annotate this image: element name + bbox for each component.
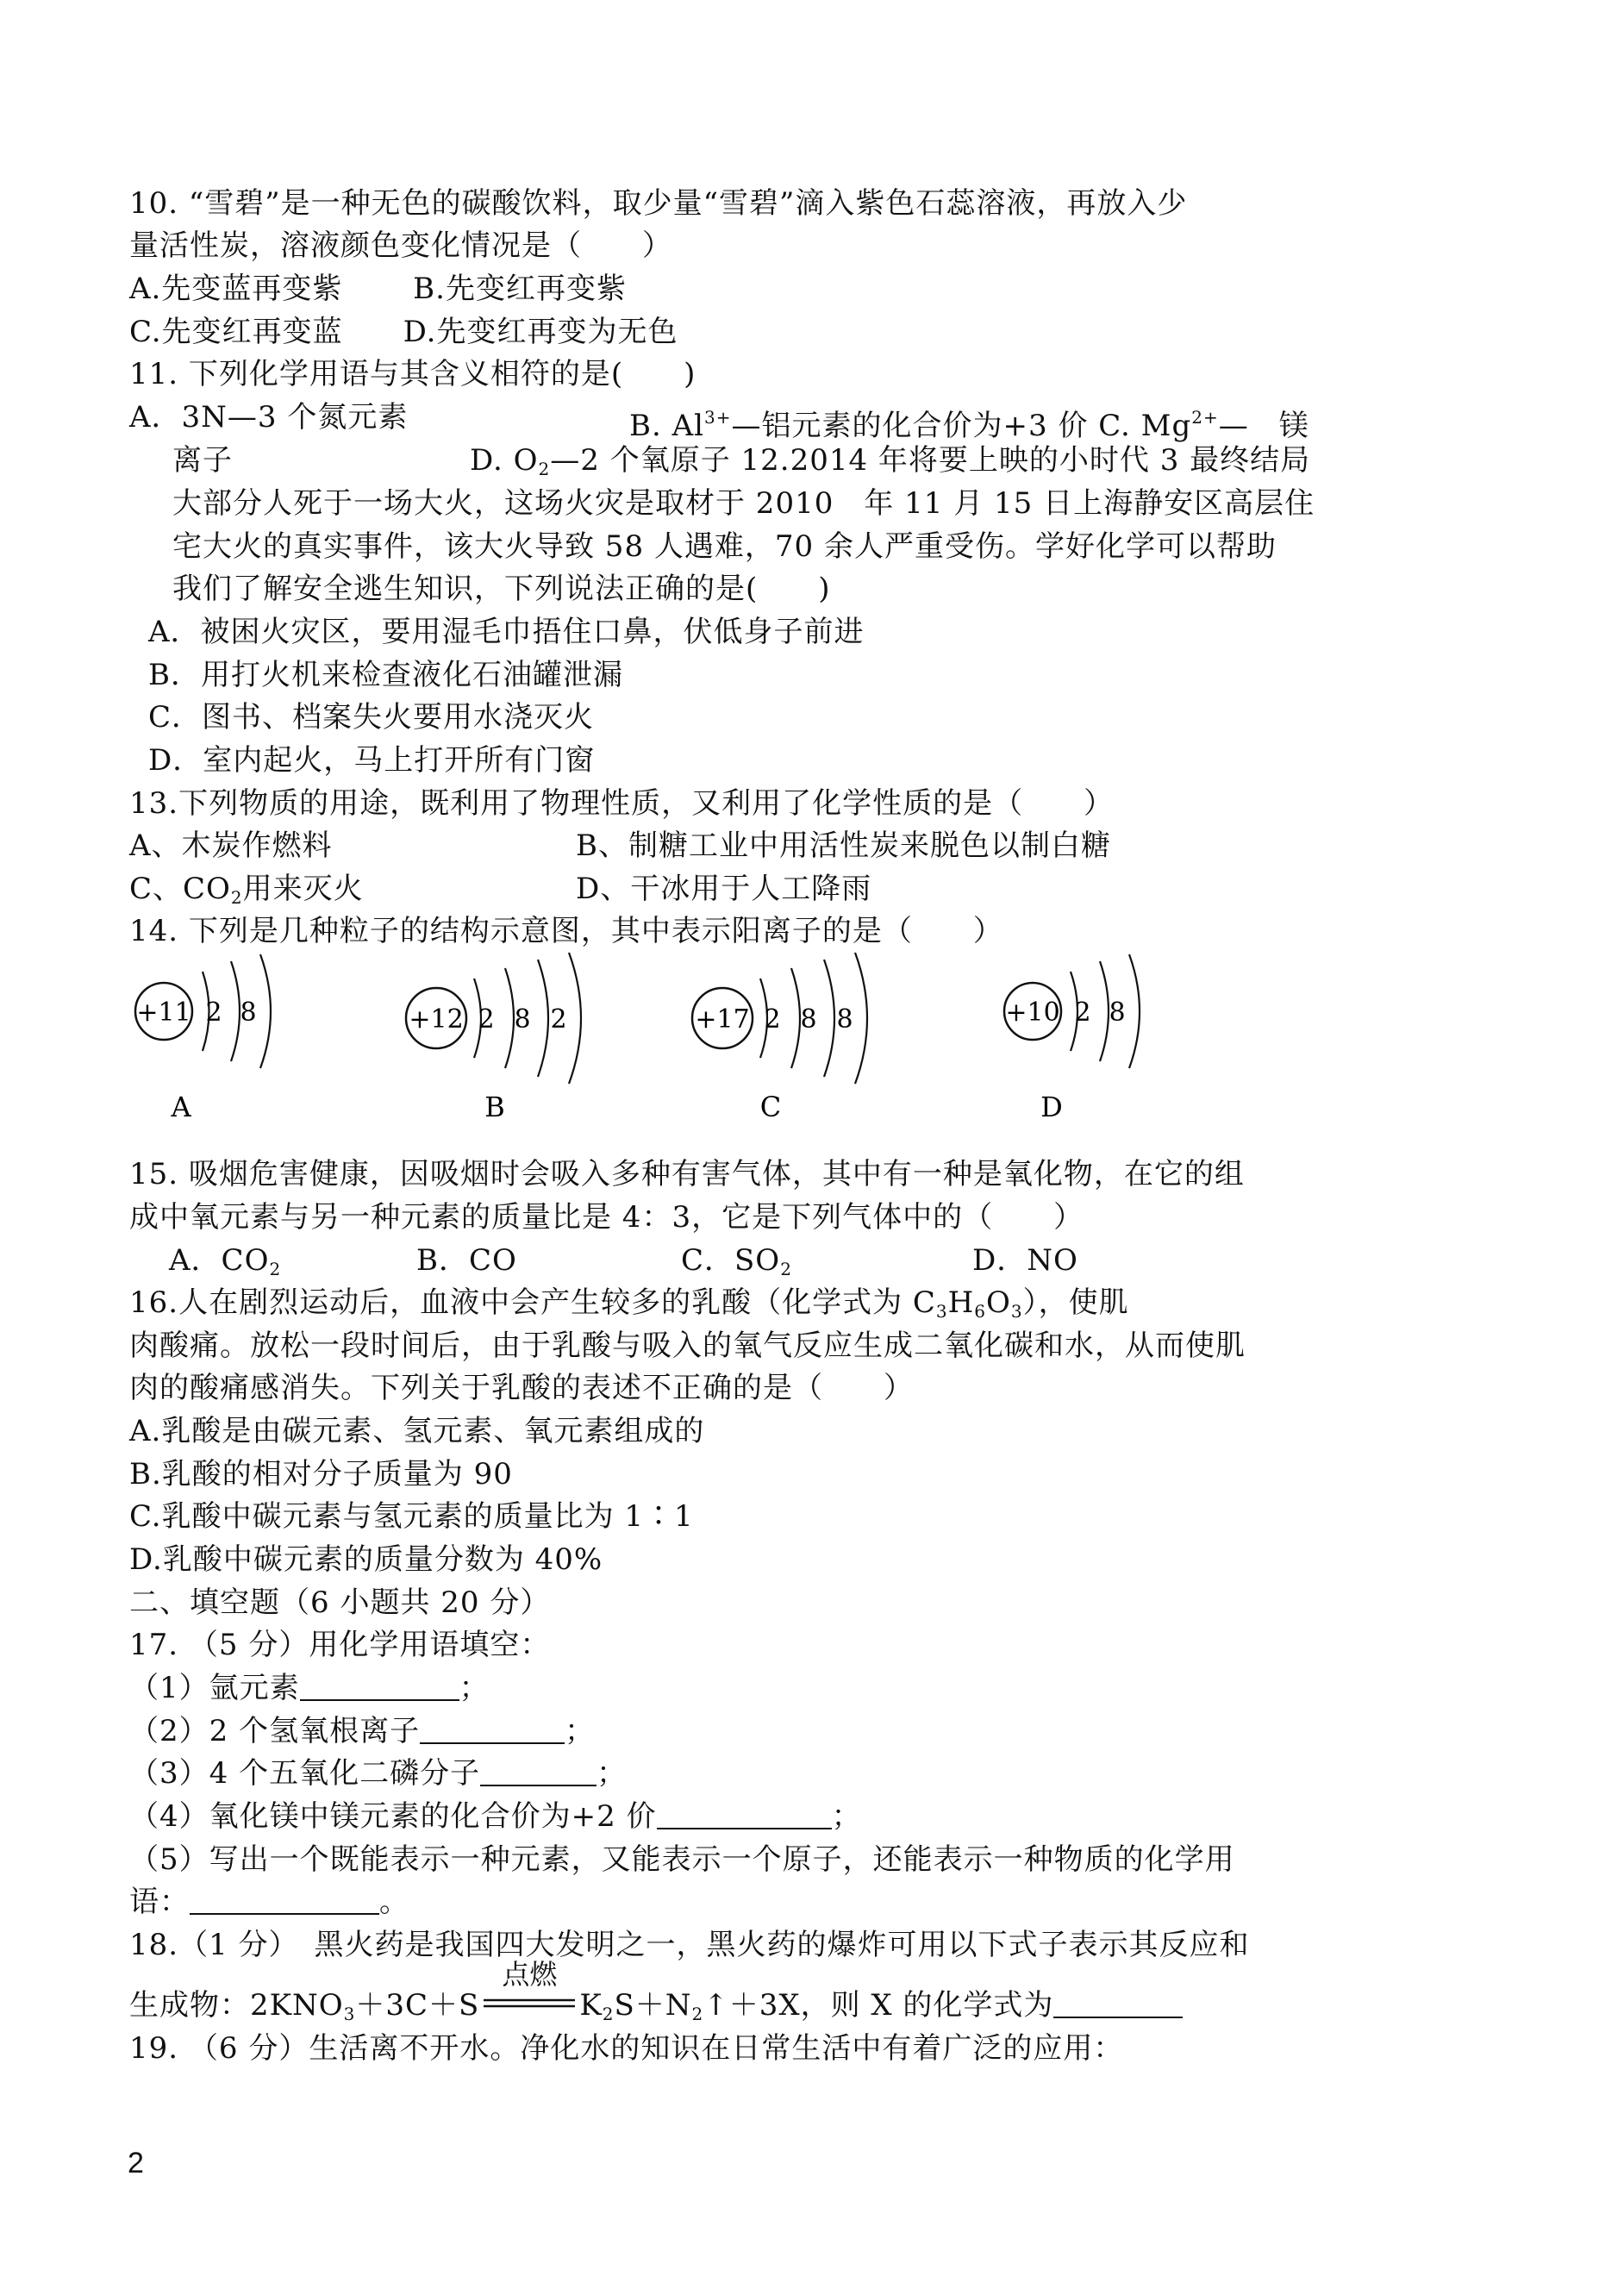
double-line-equals-icon — [482, 1996, 577, 2013]
q16-l1-sub3: 3 — [1010, 1301, 1023, 1322]
q17-answer-blank-2[interactable] — [420, 1713, 565, 1744]
q17-item-4-semicolon: ； — [831, 1799, 862, 1834]
q12-option-d: D．室内起火，马上打开所有门窗 — [148, 743, 596, 778]
q12-line2: 宅大火的真实事件，该大火导致 58 人遇难，70 余人严重受伤。学好化学可以帮助 — [172, 529, 1277, 564]
particle-b-shell-1: 2 — [478, 1004, 495, 1035]
q16-l1-sub2: 6 — [974, 1301, 987, 1322]
q11-c-sup: 2+ — [1191, 407, 1219, 428]
q11-c-post: — 镁 — [1218, 409, 1309, 443]
q16-option-b: B.乳酸的相对分子质量为 90 — [129, 1457, 513, 1491]
q17-item-1-semicolon: ； — [459, 1671, 490, 1705]
q11-stem: 11. 下列化学用语与其含义相符的是( ) — [129, 357, 696, 391]
q17-item-1 — [129, 1669, 490, 1707]
q17-item-2-semicolon: ； — [565, 1714, 596, 1748]
q15-a-pre: A．CO — [169, 1243, 270, 1278]
q17-item-3-semicolon: ； — [597, 1756, 628, 1791]
q10-stem-line2: 量活性炭，溶液颜色变化情况是（ ） — [129, 228, 672, 263]
q12-option-c: C．图书、档案失火要用水浇灭火 — [148, 700, 595, 735]
page-number: 2 — [128, 2147, 144, 2179]
particle-c-shell-3: 8 — [836, 1004, 853, 1035]
particle-b — [406, 953, 581, 1123]
q15-option-b: B．CO — [416, 1243, 517, 1278]
q11-d-post: —2 个氧原子 12.2014 年将要上映的小时代 3 最终结局 — [550, 443, 1311, 478]
particle-c-nucleus: +17 — [695, 1004, 750, 1035]
q17-item-3-text: （3）4 个五氧化二磷分子 — [129, 1756, 481, 1791]
q12-line1: 大部分人死于一场大火，这场火灾是取材于 2010 年 11 月 15 日上海静安区高层住 — [172, 486, 1315, 521]
q17-answer-blank-5[interactable] — [190, 1884, 379, 1915]
q18-eq-mid1: ＋3C＋S — [355, 1988, 480, 2023]
q18-eq-sub1: 3 — [343, 2004, 356, 2024]
q17-item-2-text: （2）2 个氢氧根离子 — [129, 1714, 421, 1748]
q17-item-4-text: （4）氧化镁中镁元素的化合价为+2 价 — [129, 1799, 657, 1834]
q15-c-pre: C．SO — [681, 1243, 781, 1278]
q16-l1-h: H — [947, 1285, 975, 1320]
particle-c-shell-1: 2 — [764, 1004, 781, 1035]
q12-option-a: A．被困火灾区，要用湿毛巾捂住口鼻，伏低身子前进 — [148, 615, 865, 649]
q13-c-pre: C、CO — [129, 872, 231, 906]
particle-structure-diagrams — [129, 927, 1164, 1151]
particle-d-shell-1: 2 — [1074, 997, 1091, 1028]
q18-eq-post: ↑＋3X，则 X 的化学式为 — [703, 1988, 1054, 2023]
particle-d-label: D — [1040, 1091, 1063, 1123]
q18-stem-line1: 18.（1 分） 黑火药是我国四大发明之一，黑火药的爆炸可用以下式子表示其反应和 — [129, 1928, 1250, 1962]
q18-reaction-arrow — [479, 1958, 579, 2024]
q11-d-sub: 2 — [538, 459, 551, 479]
q11-b-sup: 3+ — [704, 407, 732, 428]
q16-l1-post: ），使肌 — [1022, 1285, 1129, 1320]
q17-item-3 — [129, 1754, 627, 1792]
particle-d — [1004, 954, 1140, 1123]
particle-c-label: C — [759, 1091, 782, 1123]
particle-c-shell-2: 8 — [800, 1004, 817, 1035]
q18-eq-mid2: K — [579, 1988, 603, 2023]
q16-l1-sub1: 3 — [935, 1301, 948, 1322]
q11-d-pre: D. O — [470, 443, 539, 478]
q18-answer-blank[interactable] — [1053, 1987, 1183, 2018]
q13-c-post: 用来灭火 — [242, 872, 364, 906]
particle-b-shell-3: 2 — [550, 1004, 567, 1035]
particle-d-shell-2: 8 — [1109, 997, 1126, 1028]
particle-b-label: B — [484, 1091, 505, 1123]
q13-option-d: D、干冰用于人工降雨 — [576, 872, 872, 906]
q18-eq-sub3: 2 — [691, 2004, 704, 2024]
q16-l1-o: O — [986, 1285, 1011, 1320]
q16-l1-pre: 16.人在剧烈运动后，血液中会产生较多的乳酸（化学式为 C — [129, 1285, 936, 1320]
q18-eq-sub2: 2 — [602, 2004, 615, 2024]
q13-option-a: A、木炭作燃料 — [129, 829, 333, 863]
particle-a-nucleus: +11 — [136, 997, 191, 1028]
particle-b-shell-2: 8 — [514, 1004, 531, 1035]
q10-stem-line1: 10. “雪碧”是一种无色的碳酸饮料，取少量“雪碧”滴入紫色石蕊溶液，再放入少 — [129, 186, 1188, 221]
q14-stem: 14. 下列是几种粒子的结构示意图，其中表示阳离子的是（ ） — [129, 914, 1003, 948]
particle-a — [135, 954, 271, 1123]
particle-a-label: A — [171, 1091, 191, 1123]
q17-item-5-period: 。 — [379, 1885, 409, 1919]
q11-option-d — [470, 441, 1310, 488]
particle-a-shell-2: 8 — [240, 997, 257, 1028]
q16-option-c: C.乳酸中碳元素与氢元素的质量比为 1∶1 — [129, 1499, 694, 1534]
q15-stem-line1: 15. 吸烟危害健康，因吸烟时会吸入多种有害气体，其中有一种是氧化物，在它的组 — [129, 1157, 1245, 1191]
q13-option-b: B、制糖工业中用活性炭来脱色以制白糖 — [576, 829, 1111, 863]
q16-option-a: A.乳酸是由碳元素、氢元素、氧元素组成的 — [129, 1414, 705, 1448]
q16-stem-line3: 肉的酸痛感消失。下列关于乳酸的表述不正确的是（ ） — [129, 1371, 914, 1405]
q15-a-sub: 2 — [269, 1259, 282, 1279]
q11-option-bc — [629, 398, 1309, 445]
q13-c-sub: 2 — [230, 887, 243, 908]
q16-option-d: D.乳酸中碳元素的质量分数为 40% — [129, 1542, 603, 1577]
q12-line3: 我们了解安全逃生知识，下列说法正确的是( ) — [172, 572, 831, 606]
particle-d-nucleus: +10 — [1005, 997, 1060, 1028]
q13-option-c — [129, 870, 364, 916]
q15-option-a — [169, 1241, 281, 1288]
q12-option-b: B．用打火机来检查液化石油罐泄漏 — [148, 658, 623, 692]
q17-item-5-prefix: 语： — [129, 1885, 190, 1919]
q15-option-c — [681, 1241, 792, 1288]
q15-option-d: D．NO — [972, 1243, 1078, 1278]
q10-options-ab: A.先变蓝再变紫 B.先变红再变紫 — [129, 272, 627, 306]
q15-stem-line2: 成中氧元素与另一种元素的质量比是 4：3，它是下列气体中的（ ） — [129, 1200, 1084, 1235]
q11-b-pre: B. Al — [629, 409, 705, 443]
q17-item-2 — [129, 1712, 595, 1750]
q18-equation-line — [129, 1958, 1183, 2033]
section-heading-fill-in: 二、填空题（6 小题共 20 分） — [129, 1585, 551, 1620]
q18-eq-pre: 生成物：2KNO — [129, 1988, 344, 2023]
q17-item-5-line2 — [129, 1883, 409, 1921]
q11-line3-a: 离子 — [172, 443, 233, 478]
particle-c — [692, 953, 867, 1123]
q16-stem-line2: 肉酸痛。放松一段时间后，由于乳酸与吸入的氧气反应生成二氧化碳和水，从而使肌 — [129, 1329, 1246, 1363]
q17-stem: 17. （5 分）用化学用语填空： — [129, 1628, 551, 1662]
particle-a-shell-1: 2 — [205, 997, 222, 1028]
q18-condition-label: 点燃 — [502, 1958, 558, 1991]
q15-c-sub: 2 — [780, 1259, 792, 1279]
q16-stem-line1 — [129, 1284, 1129, 1330]
q18-eq-mid3: S＋N — [614, 1988, 692, 2023]
q17-item-5-line1: （5）写出一个既能表示一种元素，又能表示一个原子，还能表示一种物质的化学用 — [129, 1842, 1235, 1877]
q19-stem: 19. （6 分）生活离不开水。净化水的知识在日常生活中有着广泛的应用： — [129, 2031, 1124, 2066]
q11-option-a: A．3N—3 个氮元素 — [129, 400, 409, 435]
q17-item-1-text: （1）氩元素 — [129, 1671, 300, 1705]
q17-item-4 — [129, 1798, 862, 1835]
q11-b-post: —铝元素的化合价为+3 价 C. Mg — [731, 409, 1192, 443]
particle-b-nucleus: +12 — [409, 1004, 464, 1035]
q17-answer-blank-1[interactable] — [300, 1670, 459, 1701]
q17-answer-blank-3[interactable] — [480, 1755, 597, 1786]
q13-stem: 13.下列物质的用途，既利用了物理性质，又利用了化学性质的是（ ） — [129, 786, 1115, 821]
q10-options-cd: C.先变红再变蓝 D.先变红再变为无色 — [129, 315, 678, 349]
q17-answer-blank-4[interactable] — [657, 1798, 832, 1829]
